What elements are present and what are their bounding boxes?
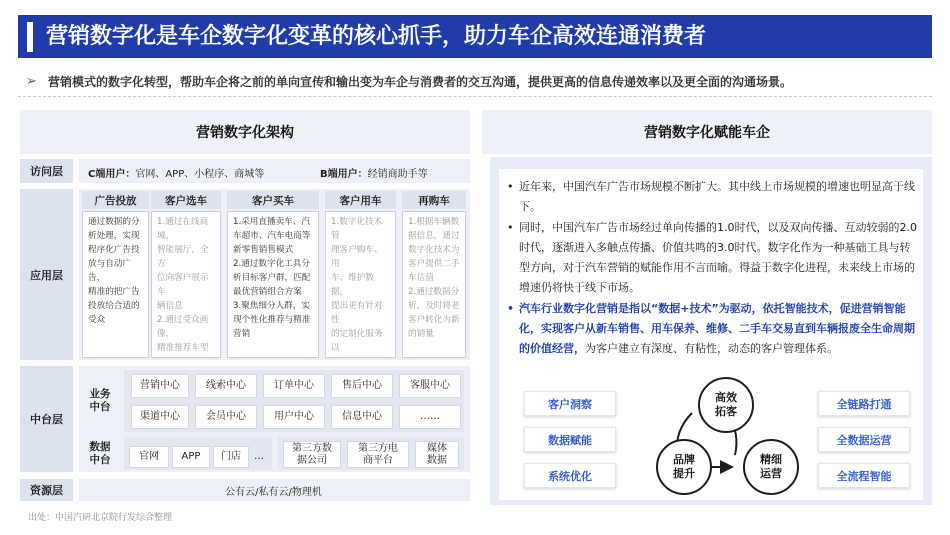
intro-text: 营销模式的数字化转型，帮助车企将之前的单向宣传和输出变为车企与消费者的交互沟通，提供更高的信息传递效率以及更全面的沟通场景。 bbox=[48, 75, 793, 89]
chip-user-center: 用户中心 bbox=[263, 405, 325, 429]
title-accent-bar bbox=[27, 22, 33, 52]
resource-layer-label: 资源层 bbox=[20, 479, 73, 501]
cycle-node-operation: 精细 运营 bbox=[743, 439, 799, 495]
resource-layer-value: 公有云/私有云/物理机 bbox=[225, 486, 322, 498]
chip-third-party-ecommerce: 第三方电 商平台 bbox=[347, 441, 409, 468]
chip-media-data: 媒体 数据 bbox=[415, 441, 459, 468]
col-body-buy: 1.采用直播卖车、汽 车超市、汽车电商等 新零售销售模式 2.通过数字化工具分 析目标客户群，匹配 最优营销组合方案 3.聚焦细分人群，实 现个性化推荐与精准 营销 bbox=[227, 211, 319, 358]
bullet-list bbox=[507, 177, 921, 360]
middle-layer-label: 中台层 bbox=[20, 366, 73, 472]
feature-full-link: 全链路打通 bbox=[818, 391, 910, 416]
source-note: 出处：中国汽研北京院行发综合整理 bbox=[28, 513, 173, 523]
chip-lead-center: 线索中心 bbox=[195, 374, 257, 398]
bullet-item: • 近年来，中国汽车广告市场规模不断扩大。其中线上市场规模的增速也明显高于线下。 bbox=[507, 177, 921, 218]
chip-website: 官网 bbox=[129, 446, 169, 468]
chip-more: … bbox=[254, 451, 264, 462]
c-users: C端用户：官网、APP、小程序、商城等 bbox=[88, 169, 265, 180]
col-body-select: 1.通过在线商城， 智能展厅，全方 位向客户展示车 辆信息 2.通过受众画像， 精准推荐车型 bbox=[151, 211, 221, 358]
bullet-item-highlight: • 汽车行业数字化营销是指以“数据+技术”为驱动，依托智能技术，促进营销智能化，实现客户从新车销售、用车保养、维修、二手车交易直到车辆报废全生命周期的价值经营，为客户建立有深度、有粘性，动态的客户管理体系。 bbox=[507, 299, 921, 360]
cycle-node-brand: 品牌 提升 bbox=[656, 439, 712, 495]
data-middle-label: 数据 中台 bbox=[89, 440, 111, 466]
chip-service-center: 客服中心 bbox=[399, 374, 461, 398]
col-body-ad: 通过数据的分 析处理，实现 程序化广告投 放与自动广告， 精准的把广告 投放给合适的 受众 bbox=[82, 211, 149, 358]
access-layer-label: 访问层 bbox=[20, 159, 73, 183]
business-middle-label: 业务 中台 bbox=[89, 388, 111, 413]
col-head-select: 客户选车 bbox=[151, 191, 221, 209]
col-body-rebuy: 1.根据车辆数 据信息，通过 数字化技术为 客户提供二手 车估值 2.通过数据分 析，及时将老 客户转化为新 的销量 bbox=[402, 211, 466, 358]
arrow-bullet-icon: ➢ bbox=[26, 74, 37, 89]
chip-marketing-center: 营销中心 bbox=[131, 374, 189, 398]
bullet-dot-icon: • bbox=[507, 220, 514, 234]
feature-full-data: 全数据运营 bbox=[818, 427, 910, 452]
cycle-node-acquire: 高效 拓客 bbox=[698, 377, 754, 433]
feature-system-optimize: 系统优化 bbox=[524, 463, 616, 488]
bullet-dot-icon: • bbox=[507, 180, 514, 193]
chip-ellipsis: …… bbox=[399, 405, 461, 429]
chip-order-center: 订单中心 bbox=[263, 374, 325, 398]
feature-full-process: 全流程智能 bbox=[818, 463, 910, 488]
chip-channel-center: 渠道中心 bbox=[131, 405, 189, 429]
bullet-item: • 同时，中国汽车广告市场经过单向传播的1.0时代，以及双向传播、互动较弱的2.0时代，逐渐进入多触点传播、价值共鸣的3.0时代。数字化作为一种基础工具与转型方向，对于汽车营销的赋能作用不言而喻。得益于数字化进程，未来线上市场的增速仍将快于线下市场。 bbox=[507, 218, 921, 299]
col-head-use: 客户用车 bbox=[325, 191, 396, 209]
col-head-ad: 广告投放 bbox=[82, 191, 149, 209]
b-users: B端用户：经销商助手等 bbox=[320, 169, 428, 180]
bullet-dot-icon: • bbox=[507, 301, 515, 315]
chip-aftersales-center: 售后中心 bbox=[331, 374, 393, 398]
chip-store: 门店 bbox=[213, 446, 249, 468]
col-head-rebuy: 再购车 bbox=[402, 191, 466, 209]
chip-info-center: 信息中心 bbox=[331, 405, 393, 429]
feature-customer-insight: 客户洞察 bbox=[524, 391, 616, 416]
app-layer-label: 应用层 bbox=[20, 189, 73, 360]
right-panel-header: 营销数字化赋能车企 bbox=[482, 110, 932, 154]
chip-third-party-data: 第三方数 据公司 bbox=[283, 441, 341, 468]
chip-app: APP bbox=[172, 446, 210, 468]
col-head-buy: 客户买车 bbox=[227, 191, 319, 209]
page-title: 营销数字化是车企数字化变革的核心抓手，助力车企高效连通消费者 bbox=[46, 24, 707, 49]
feature-data-empower: 数据赋能 bbox=[524, 427, 616, 452]
divider bbox=[18, 96, 932, 97]
chip-member-center: 会员中心 bbox=[195, 405, 257, 429]
left-panel-header: 营销数字化架构 bbox=[20, 110, 470, 154]
col-body-use: 1.数字化技术管 理客户购车、用 车、维护数据， 提出更有针对性 的定制化服务以 bbox=[325, 211, 396, 358]
